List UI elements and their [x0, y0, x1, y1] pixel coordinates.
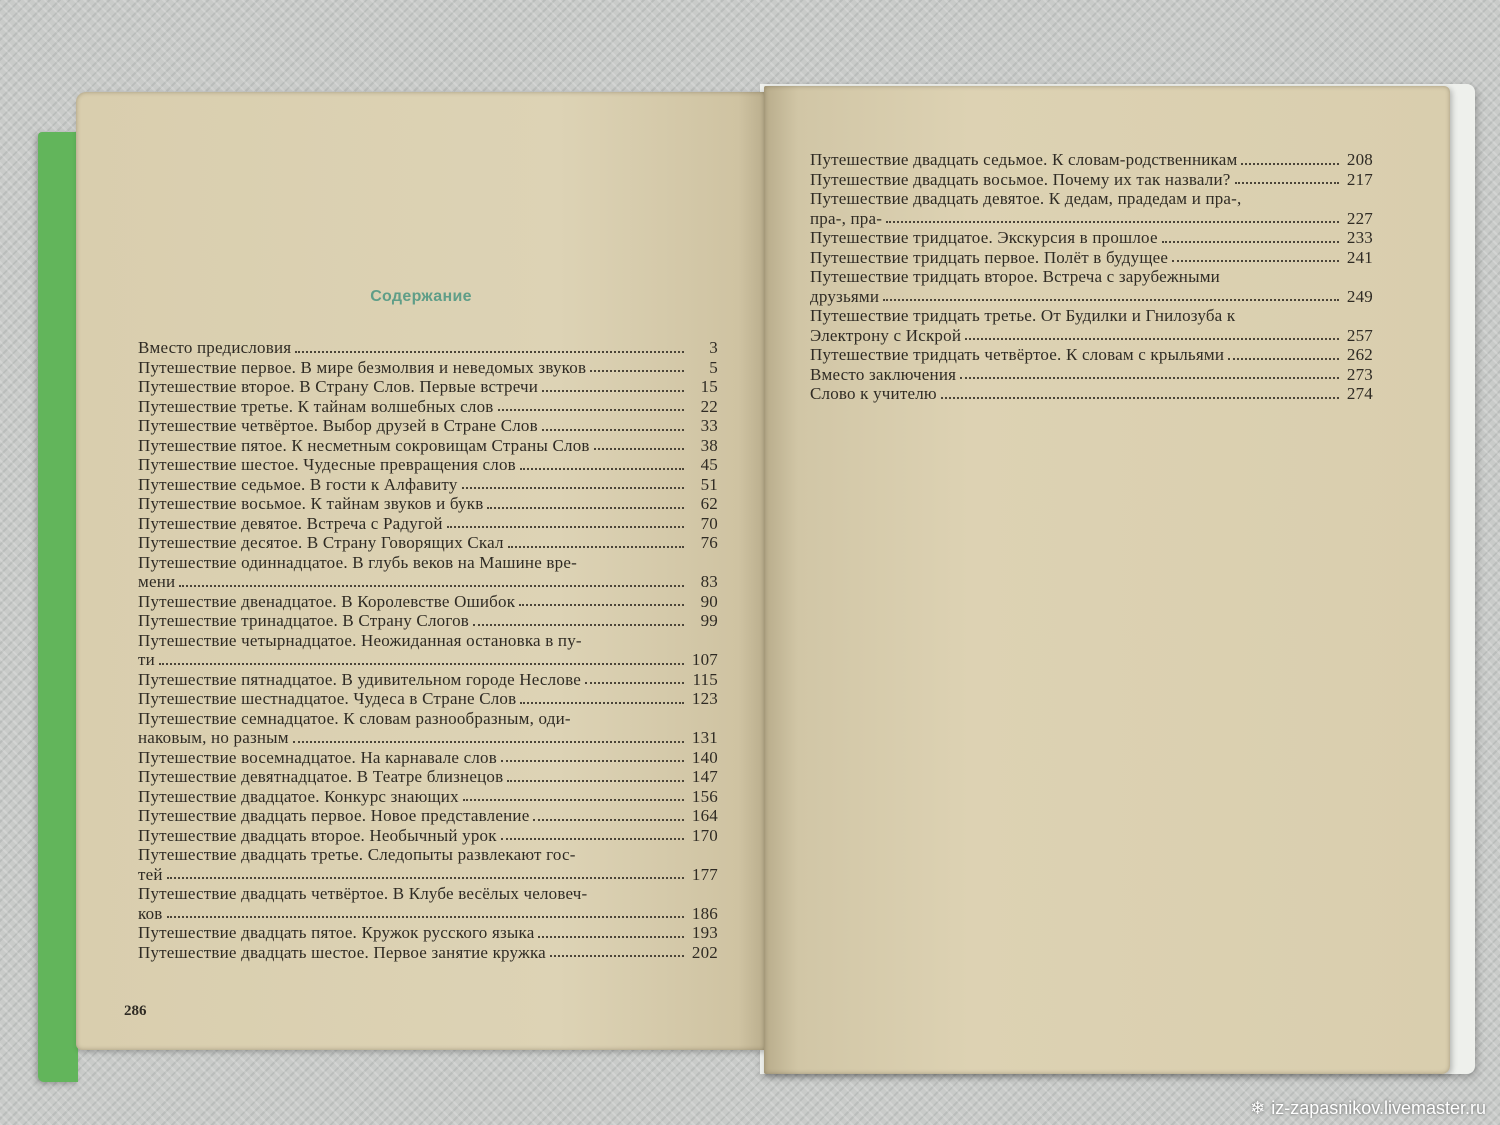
toc-entry [810, 248, 1373, 268]
toc-entry-title: Путешествие двадцать седьмое. К словам-родственникам [810, 150, 1238, 169]
toc-entry [810, 267, 1373, 306]
dot-leader [498, 408, 684, 411]
dot-leader [965, 337, 1339, 340]
dot-leader [501, 837, 684, 840]
dot-leader [519, 603, 684, 606]
toc-entry [138, 787, 718, 807]
toc-entry [138, 533, 718, 553]
toc-entry-title: Путешествие двадцать пятое. Кружок русского языка [138, 923, 535, 942]
toc-entry-page: 164 [691, 806, 718, 825]
toc-entry-page: 233 [1346, 228, 1373, 247]
toc-entry [138, 377, 718, 397]
toc-entry-title: Путешествие шестнадцатое. Чудеса в Стране Слов [138, 689, 517, 708]
toc-entry [810, 365, 1373, 385]
toc-entry-title: Путешествие тридцать третье. От Будилки и Гнилозуба к [810, 306, 1236, 325]
toc-entry-title: Путешествие первое. В мире безмолвия и неведомых звуков [138, 357, 587, 377]
toc-entry-page: 33 [700, 416, 718, 435]
right-page [764, 86, 1450, 1074]
toc-entry-title-continued: ков [138, 903, 163, 923]
toc-entry [138, 806, 718, 826]
toc-entry-title: Вместо предисловия [138, 338, 292, 357]
toc-entry [138, 826, 718, 846]
toc-entry-title-continued: тей [138, 864, 163, 884]
toc-entry-title: Путешествие семнадцатое. К словам разнообразным, оди- [138, 708, 571, 728]
toc-entry-page: 273 [1346, 364, 1373, 384]
toc-entry-page: 140 [691, 747, 718, 767]
toc-entry-title: Путешествие двадцать шестое. Первое занятие кружка [138, 942, 546, 962]
page-number: 286 [124, 1003, 147, 1019]
toc-entry [138, 494, 718, 514]
toc-entry [810, 384, 1373, 404]
toc-entry-title: Путешествие тринадцатое. В Страну Слогов [138, 611, 470, 630]
toc-entry [138, 514, 718, 534]
toc-entry-title: Путешествие седьмое. В гости к Алфавиту [138, 474, 458, 494]
toc-entry-title: Путешествие тридцать первое. Полёт в будущее [810, 247, 1169, 267]
toc-entry [810, 345, 1373, 365]
dot-leader [520, 467, 684, 470]
toc-entry-title: Путешествие двадцать третье. Следопыты развлекают гос- [138, 845, 576, 864]
toc-entry-title: Путешествие одиннадцатое. В глубь веков на Машине вре- [138, 552, 577, 572]
toc-entry-title: Путешествие третье. К тайнам волшебных слов [138, 396, 494, 416]
toc-entry-page: 193 [691, 923, 718, 942]
dot-leader [886, 220, 1339, 223]
dot-leader [538, 935, 684, 938]
toc-entry-page: 202 [691, 942, 718, 962]
toc-entry-page: 147 [691, 767, 718, 786]
dot-leader [501, 759, 684, 762]
toc-entry [138, 709, 718, 748]
toc-entry [138, 416, 718, 436]
toc-entry [138, 455, 718, 475]
dot-leader [1235, 181, 1340, 184]
toc-entry-title: Путешествие двенадцатое. В Королевстве Ошибок [138, 591, 516, 611]
toc-entry-page: 156 [691, 786, 718, 806]
dot-leader [293, 740, 684, 743]
dot-leader [447, 525, 684, 528]
toc-entry-title-continued: ти [138, 650, 155, 669]
dot-leader [1172, 259, 1339, 262]
toc-entry-page: 5 [709, 357, 718, 377]
toc-entry-page: 99 [700, 611, 718, 630]
toc-entry [810, 170, 1373, 190]
toc-entry-page: 186 [691, 903, 718, 923]
toc-entry [138, 767, 718, 787]
toc-entry-title: Путешествие шестое. Чудесные превращения слов [138, 455, 516, 474]
toc-entry [138, 748, 718, 768]
toc-entry-page: 208 [1346, 150, 1373, 169]
snowflake-icon: ❄ [1250, 1098, 1266, 1118]
toc-heading: Содержание [370, 288, 472, 305]
dot-leader [1162, 240, 1339, 243]
toc-entry-title: Путешествие восемнадцатое. На карнавале слов [138, 747, 497, 767]
toc-entry-page: 51 [700, 474, 718, 494]
toc-entry [138, 884, 718, 923]
toc-entry [810, 150, 1373, 170]
toc-entry-title: Путешествие пятое. К несметным сокровищам Страны Слов [138, 435, 590, 455]
dot-leader [520, 701, 684, 704]
toc-entry [138, 923, 718, 943]
dot-leader [960, 376, 1339, 379]
toc-entry-title: Путешествие двадцать девятое. К дедам, прадедам и пра-, [810, 189, 1242, 208]
toc-entry-title: Путешествие тридцать второе. Встреча с зарубежными [810, 267, 1220, 286]
dot-leader [1241, 162, 1339, 165]
dot-leader [542, 389, 684, 392]
toc-entry-title: Путешествие двадцать восьмое. Почему их так назвали? [810, 169, 1231, 189]
toc-entry [810, 306, 1373, 345]
toc-entry [138, 397, 718, 417]
dot-leader [473, 623, 684, 626]
toc-entry [138, 358, 718, 378]
dot-leader [1228, 357, 1339, 360]
toc-entry-page: 38 [700, 435, 718, 455]
dot-leader [508, 545, 684, 548]
dot-leader [179, 584, 684, 587]
toc-entry-title: Путешествие двадцать первое. Новое представление [138, 806, 530, 825]
dot-leader [590, 369, 684, 372]
toc-entry-page: 22 [700, 396, 718, 416]
dot-leader [941, 396, 1339, 399]
toc-entry [138, 670, 718, 690]
toc-entry-page: 249 [1346, 286, 1373, 306]
toc-entry-title: Путешествие тридцать четвёртое. К словам с крыльями [810, 345, 1225, 364]
toc-list-left [138, 338, 718, 962]
book-cover-green-edge [38, 132, 78, 1082]
toc-entry [810, 228, 1373, 248]
dot-leader [542, 428, 684, 431]
dot-leader [462, 486, 684, 489]
toc-entry-page: 83 [700, 572, 718, 591]
toc-entry [138, 611, 718, 631]
toc-entry-page: 70 [700, 513, 718, 533]
dot-leader [463, 798, 684, 801]
dot-leader [507, 779, 684, 782]
toc-entry-page: 241 [1346, 247, 1373, 267]
dot-leader [585, 681, 684, 684]
toc-entry-title: Путешествие двадцать второе. Необычный урок [138, 825, 497, 845]
toc-entry [138, 436, 718, 456]
toc-entry-page: 123 [691, 689, 718, 708]
dot-leader [295, 350, 684, 353]
dot-leader [533, 818, 684, 821]
toc-entry [138, 943, 718, 963]
toc-entry-page: 115 [692, 669, 718, 689]
dot-leader [487, 506, 684, 509]
watermark [1250, 1098, 1486, 1119]
toc-entry [138, 592, 718, 612]
toc-entry-page: 62 [700, 494, 718, 513]
dot-leader [167, 915, 684, 918]
dot-leader [883, 298, 1339, 301]
toc-entry-page: 131 [691, 728, 718, 747]
toc-entry [138, 631, 718, 670]
toc-entry [138, 689, 718, 709]
toc-entry-title: Путешествие двадцатое. Конкурс знающих [138, 786, 459, 806]
toc-entry-title: Путешествие тридцатое. Экскурсия в прошлое [810, 228, 1158, 247]
toc-entry-page: 107 [691, 650, 718, 669]
toc-entry-page: 3 [709, 338, 718, 357]
toc-entry-title-continued: друзьями [810, 286, 880, 306]
toc-list-right [810, 150, 1373, 404]
left-page [76, 92, 766, 1050]
toc-entry-page: 177 [691, 864, 718, 884]
dot-leader [159, 662, 684, 665]
dot-leader [594, 447, 684, 450]
toc-entry-title: Путешествие двадцать четвёртое. В Клубе весёлых человеч- [138, 884, 588, 903]
dot-leader [550, 954, 684, 957]
toc-entry-page: 45 [700, 455, 718, 474]
toc-entry-title: Путешествие десятое. В Страну Говорящих Скал [138, 533, 504, 552]
toc-entry-title: Путешествие восьмое. К тайнам звуков и букв [138, 494, 484, 513]
toc-entry-title: Путешествие пятнадцатое. В удивительном городе Неслове [138, 669, 581, 689]
toc-entry-page: 15 [700, 377, 718, 396]
toc-entry-title: Слово к учителю [810, 384, 937, 403]
toc-entry-title: Путешествие девятнадцатое. В Театре близнецов [138, 767, 504, 786]
toc-entry-title-continued: Электрону с Искрой [810, 325, 962, 345]
toc-entry-page: 262 [1346, 345, 1373, 364]
toc-entry-title: Путешествие второе. В Страну Слов. Первые встречи [138, 377, 539, 396]
toc-entry-title: Путешествие четвёртое. Выбор друзей в Стране Слов [138, 416, 538, 435]
toc-entry-title: Путешествие четырнадцатое. Неожиданная остановка в пу- [138, 630, 582, 650]
toc-entry-title-continued: мени [138, 572, 176, 591]
toc-entry [810, 189, 1373, 228]
dot-leader [167, 876, 684, 879]
toc-entry-title-continued: пра-, пра- [810, 208, 883, 228]
toc-entry-page: 170 [691, 825, 718, 845]
toc-entry-page: 90 [700, 591, 718, 611]
watermark-text: iz-zapasnikov.livemaster.ru [1271, 1098, 1486, 1118]
toc-entry [138, 475, 718, 495]
toc-entry-title: Путешествие девятое. Встреча с Радугой [138, 513, 443, 533]
toc-entry-title: Вместо заключения [810, 364, 957, 384]
toc-entry-title-continued: наковым, но разным [138, 728, 289, 747]
toc-entry [138, 338, 718, 358]
toc-entry-page: 217 [1346, 169, 1373, 189]
toc-entry-page: 274 [1346, 384, 1373, 403]
toc-entry [138, 845, 718, 884]
toc-entry [138, 553, 718, 592]
toc-entry-page: 227 [1346, 208, 1373, 228]
toc-entry-page: 257 [1346, 325, 1373, 345]
toc-entry-page: 76 [700, 533, 718, 552]
